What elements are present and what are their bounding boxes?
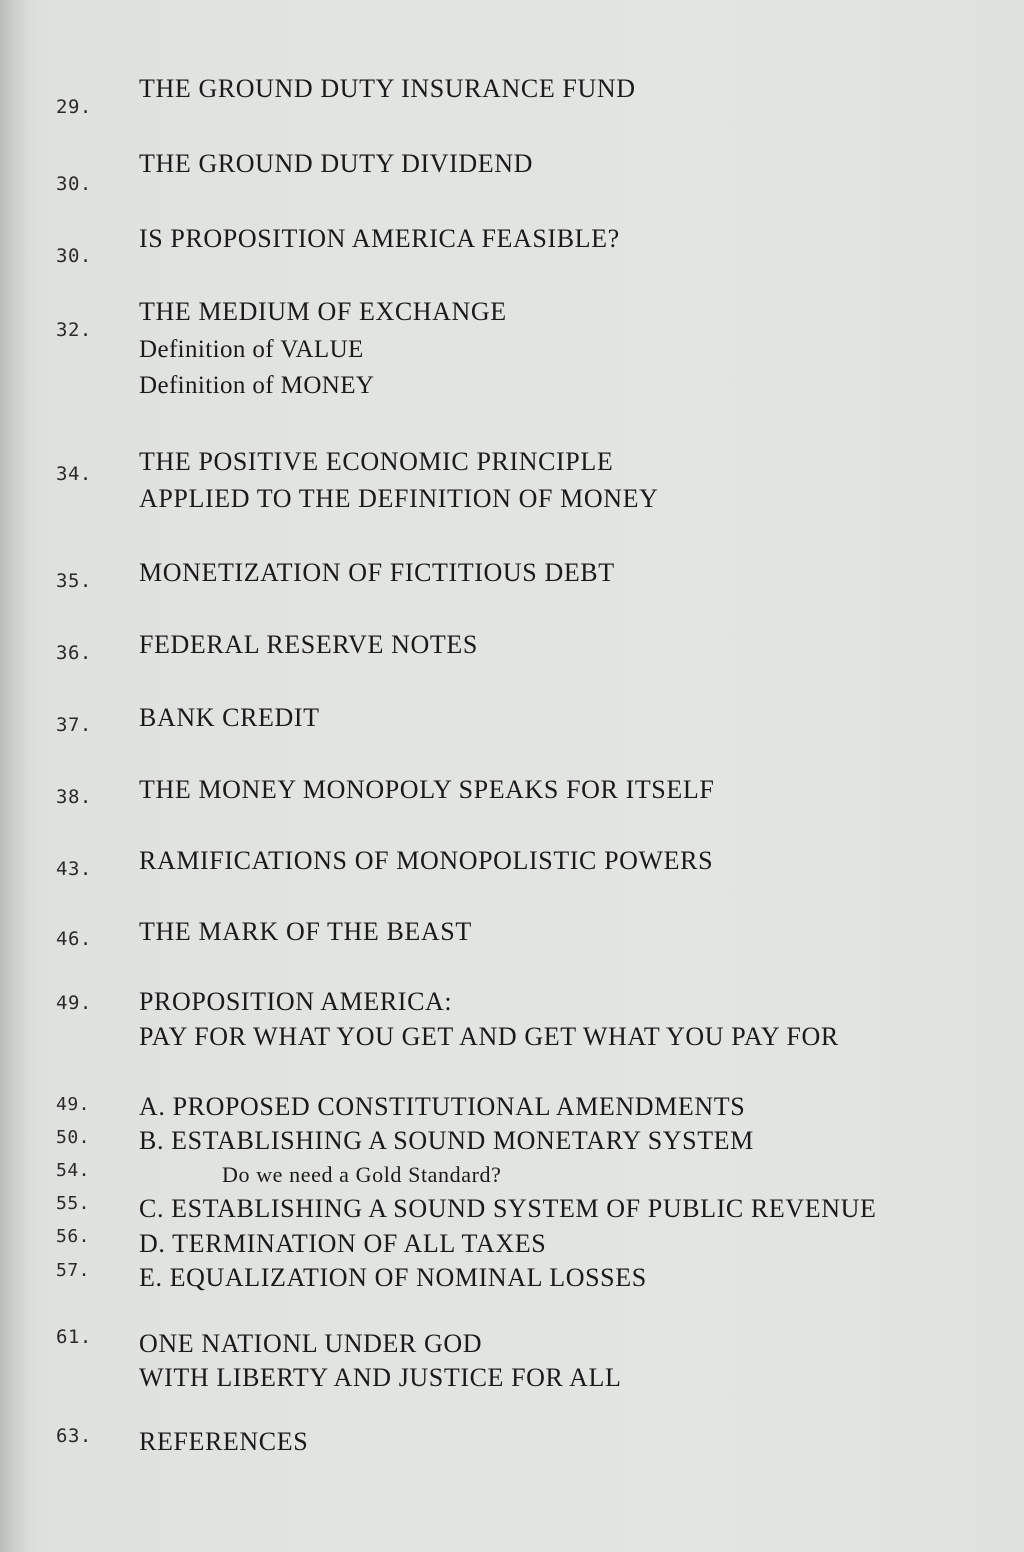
toc-page-number: 35.: [56, 570, 92, 592]
toc-title-continued: WITH LIBERTY AND JUSTICE FOR ALL: [139, 1363, 622, 1392]
toc-title: PROPOSITION AMERICA:: [139, 987, 453, 1016]
toc-title: A. PROPOSED CONSTITUTIONAL AMENDMENTS: [139, 1092, 746, 1121]
toc-page-number: 30.: [56, 173, 92, 195]
toc-page-number: 49.: [56, 992, 92, 1014]
toc-title-continued: PAY FOR WHAT YOU GET AND GET WHAT YOU PAY FOR: [139, 1022, 839, 1051]
toc-title: THE POSITIVE ECONOMIC PRINCIPLE: [139, 447, 614, 476]
toc-page-number: 32.: [56, 319, 92, 341]
toc-subtitle: Do we need a Gold Standard?: [222, 1162, 502, 1187]
toc-title: MONETIZATION OF FICTITIOUS DEBT: [139, 558, 615, 587]
toc-title: BANK CREDIT: [139, 703, 320, 732]
toc-title: FEDERAL RESERVE NOTES: [139, 630, 478, 659]
page-gutter-shadow: [0, 0, 28, 1552]
toc-page-number: 61.: [56, 1326, 92, 1348]
toc-page-number: 38.: [56, 786, 92, 808]
toc-title: THE MEDIUM OF EXCHANGE: [139, 297, 507, 326]
toc-page-number: 36.: [56, 642, 92, 664]
toc-page-number: 29.: [56, 96, 92, 118]
toc-title: C. ESTABLISHING A SOUND SYSTEM OF PUBLIC REVENUE: [139, 1194, 877, 1223]
toc-page-number: 43.: [56, 858, 92, 880]
toc-title: THE GROUND DUTY DIVIDEND: [139, 149, 533, 178]
toc-page-number: 37.: [56, 714, 92, 736]
toc-page-number: 57.: [56, 1260, 91, 1281]
toc-page-number: 34.: [56, 463, 92, 485]
toc-title: E. EQUALIZATION OF NOMINAL LOSSES: [139, 1263, 647, 1292]
toc-title: B. ESTABLISHING A SOUND MONETARY SYSTEM: [139, 1126, 754, 1155]
toc-page-number: 55.: [56, 1193, 91, 1214]
toc-title: THE MONEY MONOPOLY SPEAKS FOR ITSELF: [139, 775, 715, 804]
toc-title: THE MARK OF THE BEAST: [139, 917, 472, 946]
toc-title: ONE NATIONL UNDER GOD: [139, 1329, 483, 1358]
toc-title-continued: APPLIED TO THE DEFINITION OF MONEY: [139, 484, 659, 513]
toc-title: D. TERMINATION OF ALL TAXES: [139, 1229, 547, 1258]
toc-page-number: 50.: [56, 1127, 91, 1148]
toc-page-number: 46.: [56, 928, 92, 950]
toc-title: RAMIFICATIONS OF MONOPOLISTIC POWERS: [139, 846, 714, 875]
toc-page-number: 30.: [56, 245, 92, 267]
toc-page-number: 63.: [56, 1425, 92, 1447]
toc-title: REFERENCES: [139, 1427, 309, 1456]
toc-title: THE GROUND DUTY INSURANCE FUND: [139, 74, 636, 103]
toc-title: IS PROPOSITION AMERICA FEASIBLE?: [139, 224, 620, 253]
toc-page-number: 56.: [56, 1226, 91, 1247]
toc-page-number: 54.: [56, 1160, 91, 1181]
toc-page-number: 49.: [56, 1094, 91, 1115]
toc-subtitle: Definition of MONEY: [139, 372, 375, 399]
toc-subtitle: Definition of VALUE: [139, 336, 364, 363]
